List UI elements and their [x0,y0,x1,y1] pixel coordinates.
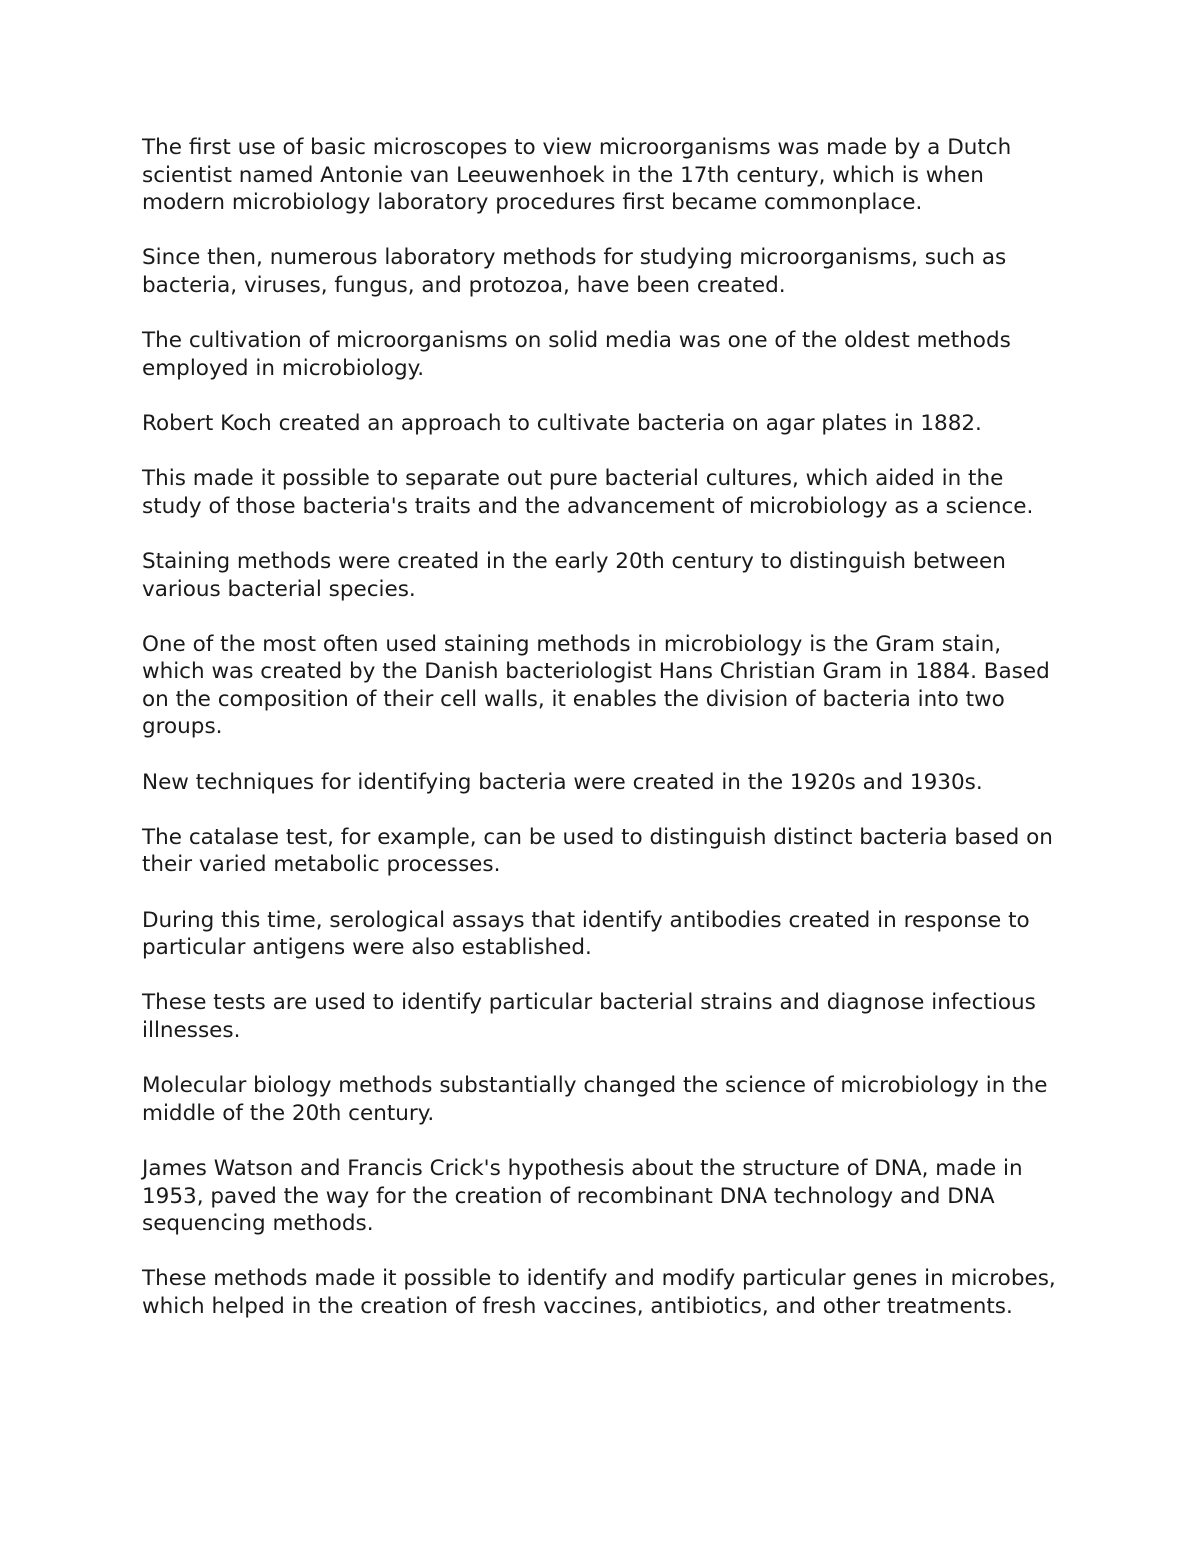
paragraph-14: These methods made it possible to identify and modify particular genes in microbes, which helped in the creation of fresh vaccines, antibiotics, and other treatments. [142,1266,1056,1319]
paragraph-1: The first use of basic microscopes to view microorganisms was made by a Dutch scientist named Antonie van Leeuwenhoek in the 17th century, which is when modern microbiology laboratory procedures first became commonplace. [142,135,1012,216]
paragraph-5: This made it possible to separate out pure bacterial cultures, which aided in the study of those bacteria's traits and the advancement of microbiology as a science. [142,466,1034,519]
paragraph-4: Robert Koch created an approach to cultivate bacteria on agar plates in 1882. [142,410,982,436]
paragraph-6: Staining methods were created in the early 20th century to distinguish between various bacterial species. [142,548,1006,602]
paragraph-9: The catalase test, for example, can be used to distinguish distinct bacteria based on their varied metabolic processes. [142,824,1053,878]
document-body [142,134,1062,1348]
paragraph-11: These tests are used to identify particular bacterial strains and diagnose infectious illnesses. [142,990,1036,1043]
paragraph-8: New techniques for identifying bacteria were created in the 1920s and 1930s. [142,769,983,795]
paragraph-10: During this time, serological assays that identify antibodies created in response to particular antigens were also established. [142,907,1030,961]
paragraph-7: One of the most often used staining methods in microbiology is the Gram stain, which was created by the Danish bacteriologist Hans Christian Gram in 1884. Based on the composition of their cell walls, it enables the division of bacteria into two groups. [142,631,1050,740]
paragraph-12: Molecular biology methods substantially changed the science of microbiology in the middle of the 20th century. [142,1073,1048,1126]
paragraph-13: James Watson and Francis Crick's hypothesis about the structure of DNA, made in 1953, paved the way for the creation of recombinant DNA technology and DNA sequencing methods. [142,1155,1023,1237]
paragraph-2: Since then, numerous laboratory methods for studying microorganisms, such as bacteria, viruses, fungus, and protozoa, have been created. [142,245,1007,298]
paragraph-3: The cultivation of microorganisms on solid media was one of the oldest methods employed in microbiology. [142,328,1011,381]
